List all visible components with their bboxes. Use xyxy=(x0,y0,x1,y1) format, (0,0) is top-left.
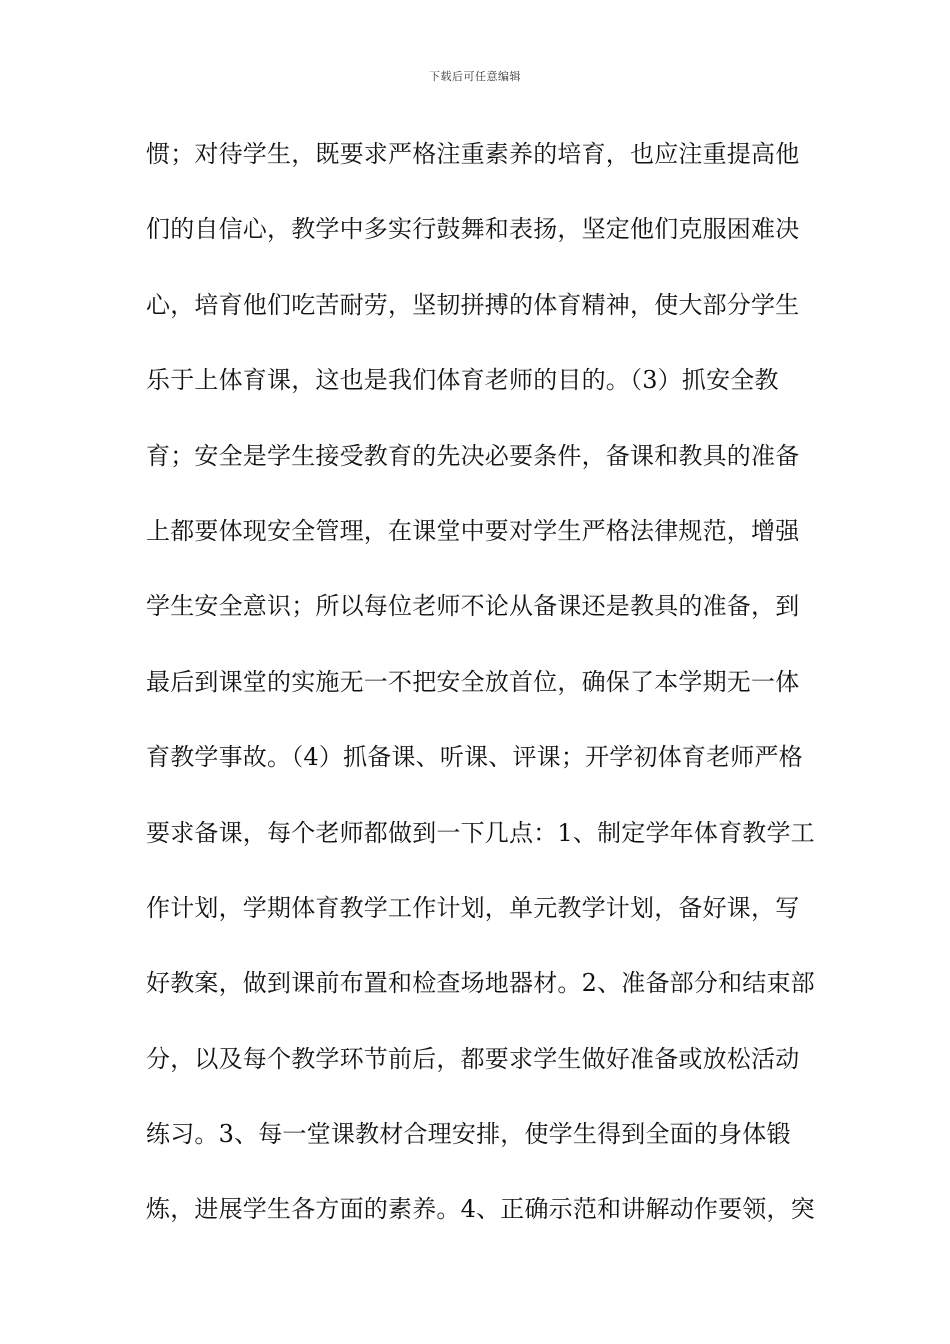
text-line: 练习。3、每一堂课教材合理安排，使学生得到全面的身体锻 xyxy=(146,1120,791,1149)
text-line: 好教案，做到课前布置和检查场地器材。2、准备部分和结束部 xyxy=(146,969,815,998)
text-line: 育；安全是学生接受教育的先决必要条件，备课和教具的准备 xyxy=(146,441,800,470)
page-header: 下载后可任意编辑 xyxy=(429,70,521,83)
text-line: 惯；对待学生，既要求严格注重素养的培育，也应注重提高他 xyxy=(146,140,800,168)
text-line: 育教学事故。（4）抓备课、听课、评课；开学初体育老师严格 xyxy=(146,743,803,772)
text-line: 分，以及每个教学环节前后，都要求学生做好准备或放松活动 xyxy=(146,1044,800,1073)
text-line: 上都要体现安全管理，在课堂中要对学生严格法律规范，增强 xyxy=(146,516,800,545)
body-paragraph xyxy=(146,130,815,1261)
text-line: 心，培育他们吃苦耐劳，坚韧拼搏的体育精神，使大部分学生 xyxy=(146,290,800,319)
text-line: 最后到课堂的实施无一不把安全放首位，确保了本学期无一体 xyxy=(146,667,800,696)
text-line: 乐于上体育课，这也是我们体育老师的目的。（3）抓安全教 xyxy=(146,366,779,395)
text-line: 炼，进展学生各方面的素养。4、正确示范和讲解动作要领，突 xyxy=(146,1195,815,1224)
text-line: 们的自信心，教学中多实行鼓舞和表扬，坚定他们克服困难决 xyxy=(146,215,800,244)
text-line: 作计划，学期体育教学工作计划，单元教学计划，备好课，写 xyxy=(146,893,800,922)
text-line: 要求备课，每个老师都做到一下几点：1、制定学年体育教学工 xyxy=(146,818,815,847)
text-line: 学生安全意识；所以每位老师不论从备课还是教具的准备，到 xyxy=(146,592,800,621)
